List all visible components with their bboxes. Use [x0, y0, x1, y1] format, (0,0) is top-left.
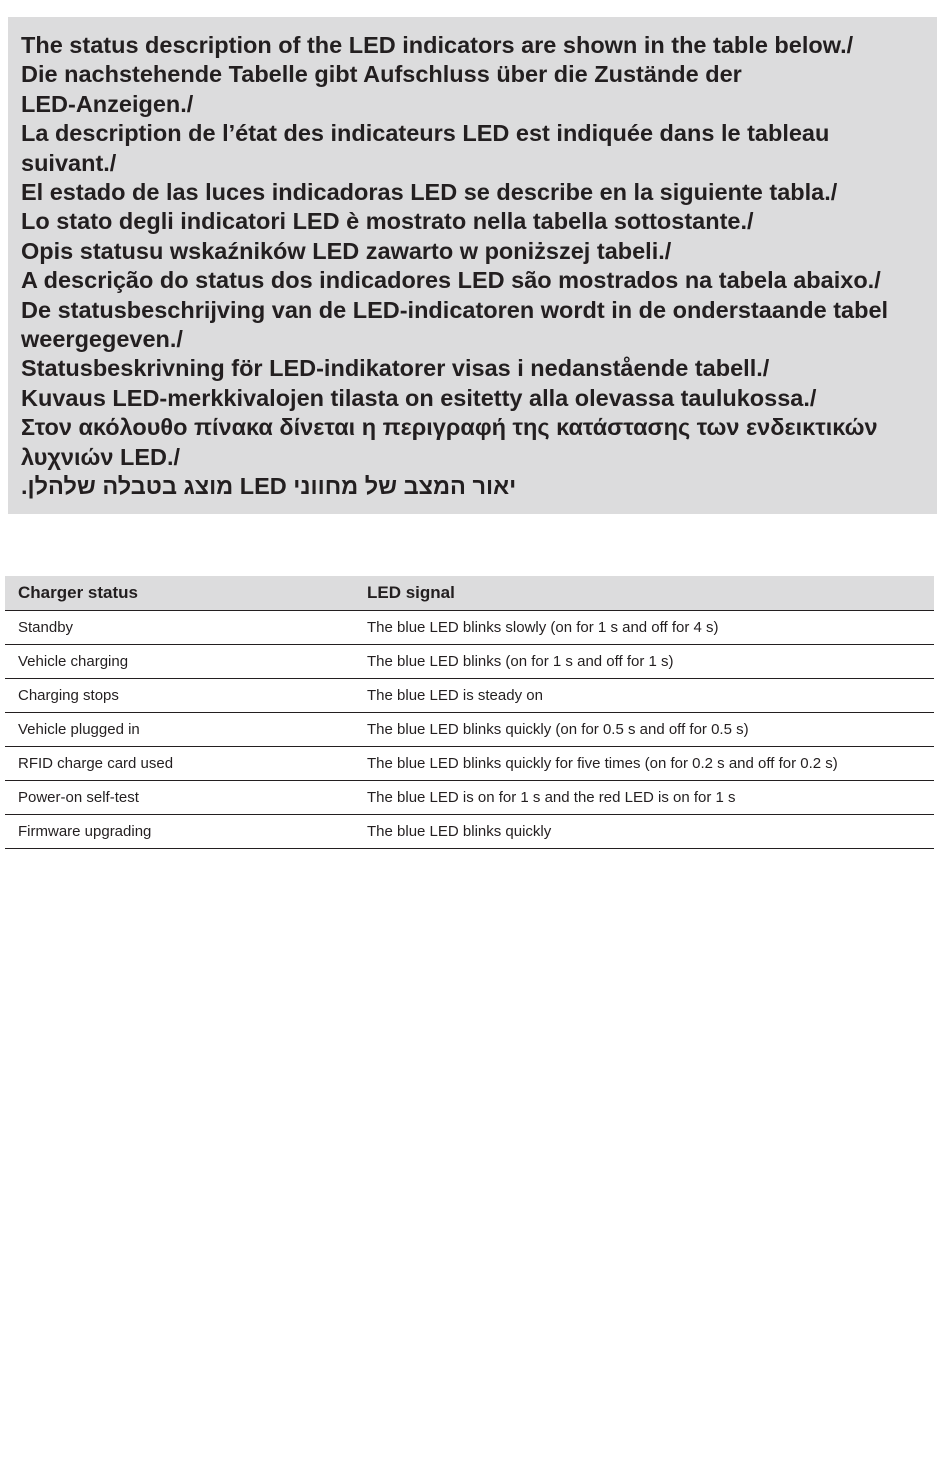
intro-box: [8, 17, 937, 514]
intro-line-de-1: Die nachstehende Tabelle gibt Aufschluss über die Zustände der: [21, 61, 742, 88]
cell-charger-status: RFID charge card used: [5, 746, 354, 780]
intro-line-pt: A descrição do status dos indicadores LED são mostrados na tabela abaixo./: [21, 267, 881, 294]
cell-charger-status: Charging stops: [5, 678, 354, 712]
table-row: [5, 644, 934, 678]
cell-charger-status: Standby: [5, 610, 354, 644]
cell-charger-status: Firmware upgrading: [5, 814, 354, 848]
table-row: [5, 814, 934, 848]
intro-line-en: The status description of the LED indicators are shown in the table below./: [21, 32, 854, 58]
table-row: [5, 712, 934, 746]
table-row: [5, 780, 934, 814]
cell-charger-status: Vehicle plugged in: [5, 712, 354, 746]
intro-line-de-2: LED-Anzeigen./: [21, 90, 194, 117]
cell-led-signal: The blue LED is on for 1 s and the red LED is on for 1 s: [354, 780, 934, 814]
cell-led-signal: The blue LED blinks slowly (on for 1 s and off for 4 s): [354, 610, 934, 644]
cell-led-signal: The blue LED is steady on: [354, 678, 934, 712]
cell-led-signal: The blue LED blinks quickly (on for 0.5 s and off for 0.5 s): [354, 712, 934, 746]
intro-line-es: El estado de las luces indicadoras LED se describe en la siguiente tabla./: [21, 179, 838, 206]
header-charger-status: Charger status: [5, 576, 354, 610]
intro-line-nl-2: weergegeven./: [21, 326, 183, 353]
cell-charger-status: Vehicle charging: [5, 644, 354, 678]
cell-led-signal: The blue LED blinks quickly: [354, 814, 934, 848]
intro-line-sv: Statusbeskrivning för LED-indikatorer visas i nedanstående tabell./: [21, 355, 770, 382]
cell-led-signal: The blue LED blinks (on for 1 s and off for 1 s): [354, 644, 934, 678]
led-status-table: [5, 576, 934, 849]
intro-line-nl-1: De statusbeschrijving van de LED-indicatoren wordt in de onderstaande tabel: [21, 296, 889, 323]
cell-charger-status: Power-on self-test: [5, 780, 354, 814]
intro-line-fr-1: La description de l’état des indicateurs LED est indiquée dans le tableau: [21, 120, 830, 147]
table-header-row: [5, 576, 934, 610]
intro-line-it: Lo stato degli indicatori LED è mostrato nella tabella sottostante./: [21, 208, 754, 235]
intro-line-fi: Kuvaus LED-merkkivalojen tilasta on esitetty alla olevassa taulukossa./: [21, 384, 817, 411]
intro-line-pl: Opis statusu wskaźników LED zawarto w poniższej tabeli./: [21, 237, 672, 264]
table-row: [5, 746, 934, 780]
intro-line-el-1: Στον ακόλουθο πίνακα δίνεται η περιγραφή της κατάστασης των ενδεικτικών: [21, 414, 878, 441]
intro-line-el-2: λυχνιών LED./: [21, 443, 181, 470]
table-row: [5, 678, 934, 712]
header-led-signal: LED signal: [354, 576, 934, 610]
intro-line-he: יאור המצב של מחווני LED מוצג בטבלה שלהלן.: [21, 473, 517, 500]
intro-line-fr-2: suivant./: [21, 149, 117, 176]
cell-led-signal: The blue LED blinks quickly for five times (on for 0.2 s and off for 0.2 s): [354, 746, 934, 780]
table-row: [5, 610, 934, 644]
